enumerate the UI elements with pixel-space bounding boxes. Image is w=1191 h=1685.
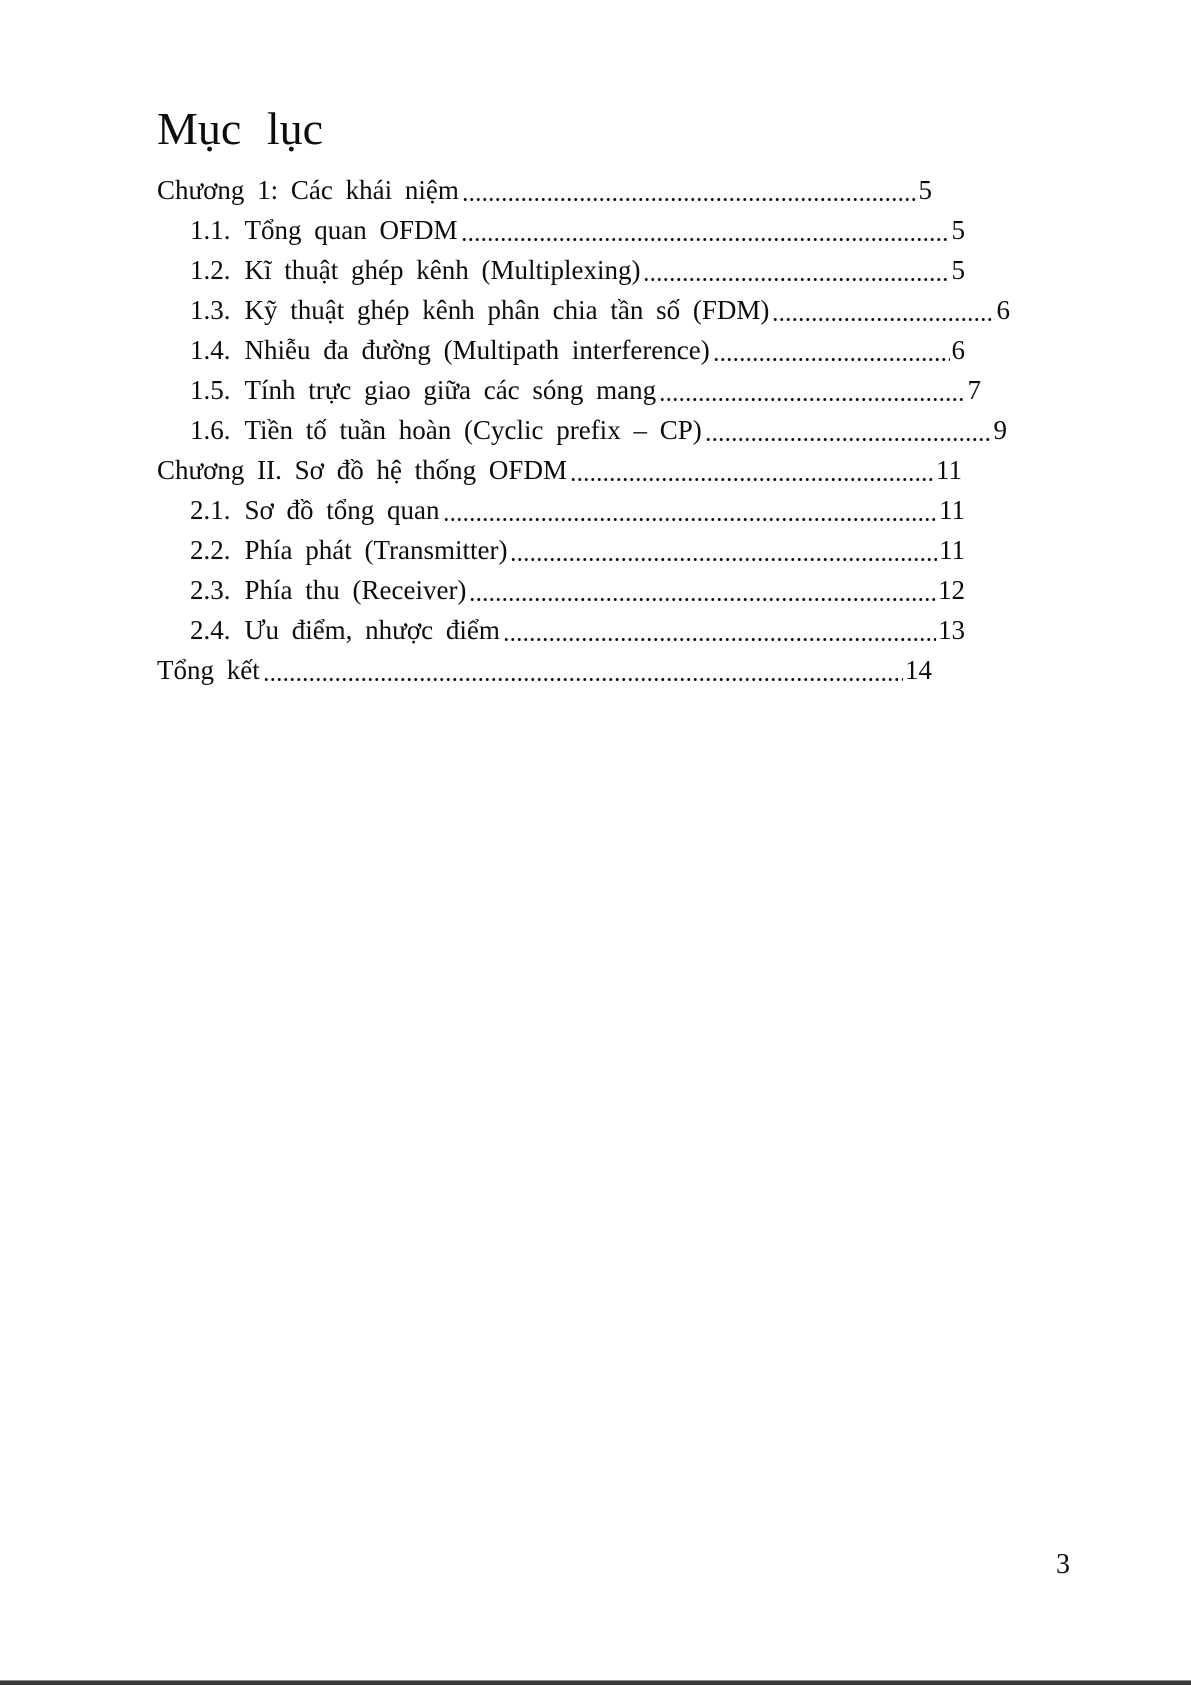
toc-entry-label: Tổng kết	[157, 654, 260, 685]
toc-entry-number: 2.4.	[190, 614, 231, 645]
toc-entry-page: 11	[939, 494, 965, 525]
toc-entry-page: 6	[996, 294, 1010, 325]
page-content	[157, 103, 1010, 690]
toc-entry-page: 5	[918, 174, 932, 205]
dot-leader	[713, 357, 950, 362]
dot-leader	[503, 637, 936, 642]
toc-entry-number: 1.5.	[190, 374, 231, 405]
bottom-border	[0, 1680, 1191, 1685]
dot-leader	[462, 197, 917, 202]
table-of-contents	[157, 170, 1010, 690]
dot-leader	[570, 477, 934, 482]
toc-entry-text	[190, 530, 507, 570]
page-title: Mục lục	[157, 103, 324, 154]
toc-entry-number: 1.6.	[190, 414, 231, 445]
toc-entry-label: Tính trực giao giữa các sóng mang	[244, 374, 657, 405]
dot-leader	[659, 397, 965, 402]
toc-entry-page: 9	[993, 414, 1007, 445]
toc-entry-text	[190, 210, 458, 250]
toc-entry-text	[190, 410, 702, 450]
toc-entry-number: 1.4.	[190, 334, 231, 365]
toc-entry	[157, 530, 965, 570]
toc-entry-text	[190, 330, 710, 370]
toc-entry-number: 1.3.	[190, 294, 231, 325]
toc-entry-label: Tiền tố tuần hoàn (Cyclic prefix – CP)	[244, 414, 702, 445]
toc-entry	[157, 490, 965, 530]
toc-entry-label: Chương II. Sơ đồ hệ thống OFDM	[157, 454, 567, 485]
dot-leader	[643, 277, 949, 282]
toc-entry	[157, 290, 1010, 330]
dot-leader	[705, 437, 992, 442]
dot-leader	[263, 677, 903, 682]
toc-entry-label: Sơ đồ tổng quan	[244, 494, 440, 525]
toc-entry	[157, 410, 1007, 450]
toc-entry	[157, 210, 965, 250]
dot-leader	[469, 597, 936, 602]
toc-entry-page: 12	[938, 574, 965, 605]
toc-entry	[157, 250, 965, 290]
toc-entry-text	[190, 490, 440, 530]
toc-entry-number: 1.1.	[190, 214, 231, 245]
toc-entry-page: 13	[938, 614, 965, 645]
toc-entry-text	[190, 570, 466, 610]
toc-entry-number: 2.2.	[190, 534, 231, 565]
toc-entry	[157, 570, 965, 610]
toc-entry-label: Kĩ thuật ghép kênh (Multiplexing)	[244, 254, 641, 285]
toc-entry-label: Tổng quan OFDM	[244, 214, 458, 245]
page-number: 3	[1056, 1549, 1070, 1580]
toc-entry-number: 2.1.	[190, 494, 231, 525]
toc-entry-label: Kỹ thuật ghép kênh phân chia tần số (FDM)	[244, 294, 770, 325]
toc-entry-label: Phía thu (Receiver)	[244, 574, 467, 605]
dot-leader	[443, 517, 937, 522]
toc-entry	[157, 650, 932, 690]
dot-leader	[772, 317, 994, 322]
toc-entry-text	[190, 610, 500, 650]
toc-entry	[157, 450, 962, 490]
toc-entry-text	[190, 250, 640, 290]
toc-entry	[157, 330, 965, 370]
toc-entry-number: 1.2.	[190, 254, 231, 285]
toc-entry-page: 11	[939, 534, 965, 565]
toc-entry-page: 11	[936, 454, 962, 485]
toc-entry	[157, 170, 932, 210]
toc-entry-label: Phía phát (Transmitter)	[244, 534, 508, 565]
toc-entry-number: 2.3.	[190, 574, 231, 605]
toc-entry	[157, 370, 981, 410]
dot-leader	[510, 557, 937, 562]
toc-entry-page: 5	[951, 254, 965, 285]
toc-entry-text	[190, 370, 656, 410]
toc-entry-page: 7	[967, 374, 981, 405]
toc-entry-page: 5	[951, 214, 965, 245]
toc-entry-text	[190, 290, 769, 330]
toc-entry-page: 6	[951, 334, 965, 365]
toc-entry-label: Nhiễu đa đường (Multipath interference)	[244, 334, 710, 365]
toc-entry-page: 14	[905, 654, 932, 685]
toc-entry-label: Ưu điểm, nhược điểm	[244, 614, 500, 645]
dot-leader	[461, 237, 950, 242]
toc-entry	[157, 610, 965, 650]
toc-entry-label: Chương 1: Các khái niệm	[157, 174, 459, 205]
